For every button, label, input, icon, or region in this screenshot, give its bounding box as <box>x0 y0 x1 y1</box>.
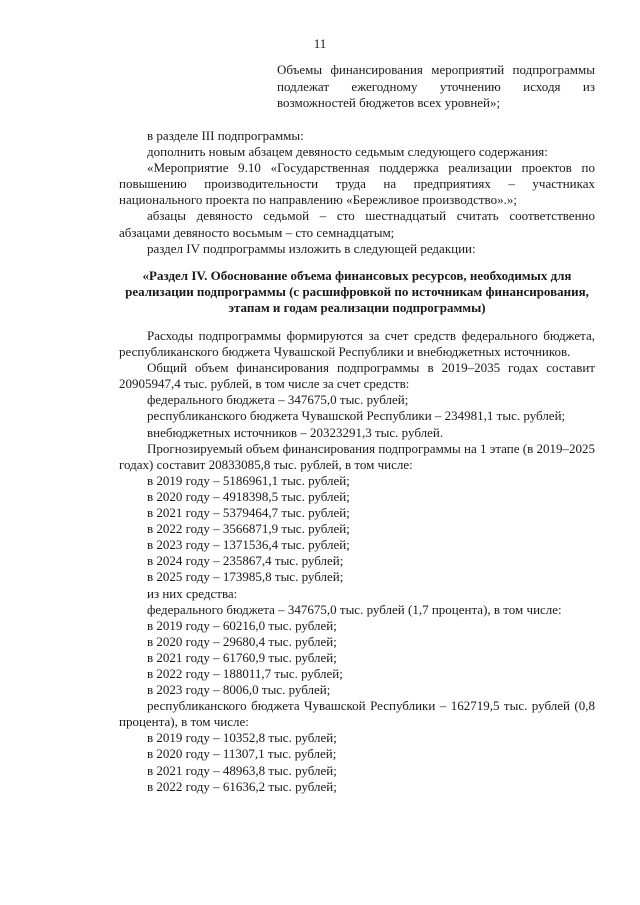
amendment-paragraph: в разделе III подпрограммы: <box>147 128 304 143</box>
page-number: 11 <box>313 36 327 51</box>
list-item: в 2021 году – 5379464,7 тыс. рублей; <box>147 505 350 521</box>
list-item: в 2022 году – 61636,2 тыс. рублей; <box>147 778 337 794</box>
section-heading: «Раздел IV. Обоснование объема финансовых ресурсов, необходимых для реализации подпрограммы (с расшифровкой по источникам финансирования, этапам и годам реализации подпрограммы) <box>125 268 589 315</box>
financing-section <box>119 328 595 795</box>
list-item: в 2019 году – 5186961,1 тыс. рублей; <box>147 472 350 488</box>
list-item: в 2021 году – 48963,8 тыс. рублей; <box>147 762 337 778</box>
body-paragraph: республиканского бюджета Чувашской Республики – 162719,5 тыс. рублей (0,8 процента), в том числе: <box>119 698 595 730</box>
body-paragraph: федерального бюджета – 347675,0 тыс. рублей (1,7 процента), в том числе: <box>147 601 562 617</box>
list-item: в 2022 году – 3566871,9 тыс. рублей; <box>147 521 350 537</box>
list-item: в 2023 году – 8006,0 тыс. рублей; <box>147 682 331 698</box>
amendments-section <box>119 128 595 257</box>
list-item: в 2022 году – 188011,7 тыс. рублей; <box>147 665 343 681</box>
list-item: в 2019 году – 60216,0 тыс. рублей; <box>147 617 337 633</box>
amendment-paragraph: дополнить новым абзацем девяносто седьмым следующего содержания: <box>147 144 548 160</box>
amendment-paragraph: раздел IV подпрограммы изложить в следующей редакции: <box>147 240 476 256</box>
body-paragraph: республиканского бюджета Чувашской Республики – 234981,1 тыс. рублей; <box>147 408 566 424</box>
list-item: в 2019 году – 10352,8 тыс. рублей; <box>147 730 337 746</box>
amendment-paragraph: абзацы девяносто седьмой – сто шестнадцатый считать соответственно абзацами девяносто восьмым – сто семнадцатым; <box>119 208 595 240</box>
intro-quote <box>277 62 595 112</box>
list-item: в 2020 году – 11307,1 тыс. рублей; <box>147 746 337 762</box>
list-item: в 2025 году – 173985,8 тыс. рублей; <box>147 569 344 585</box>
body-paragraph: Расходы подпрограммы формируются за счет средств федерального бюджета, республиканского бюджета Чувашской Республики и внебюджетных источников. <box>119 328 595 360</box>
body-paragraph: федерального бюджета – 347675,0 тыс. рублей; <box>147 392 409 408</box>
list-item: в 2024 году – 235867,4 тыс. рублей; <box>147 553 344 569</box>
body-paragraph: Прогнозируемый объем финансирования подпрограммы на 1 этапе (в 2019–2025 годах) составит 20833085,8 тыс. рублей, в том числе: <box>119 440 595 472</box>
body-paragraph: из них средства: <box>147 585 238 601</box>
list-item: в 2020 году – 29680,4 тыс. рублей; <box>147 633 337 649</box>
body-paragraph: внебюджетных источников – 20323291,3 тыс. рублей. <box>147 424 444 440</box>
intro-quote-text: Объемы финансирования мероприятий подпрограммы подлежат ежегодному уточнению исходя из возможностей бюджетов всех уровней»; <box>277 62 595 110</box>
list-item: в 2020 году – 4918398,5 тыс. рублей; <box>147 488 350 504</box>
list-item: в 2021 году – 61760,9 тыс. рублей; <box>147 649 337 665</box>
amendment-paragraph: «Мероприятие 9.10 «Государственная поддержка реализации проектов по повышению производительности труда на предприятиях – участниках национального проекта по направлению «Бережливое производство».»; <box>119 160 595 208</box>
body-paragraph: Общий объем финансирования подпрограммы в 2019–2035 годах составит 20905947,4 тыс. рублей, в том числе за счет средств: <box>119 360 595 392</box>
list-item: в 2023 году – 1371536,4 тыс. рублей; <box>147 537 350 553</box>
